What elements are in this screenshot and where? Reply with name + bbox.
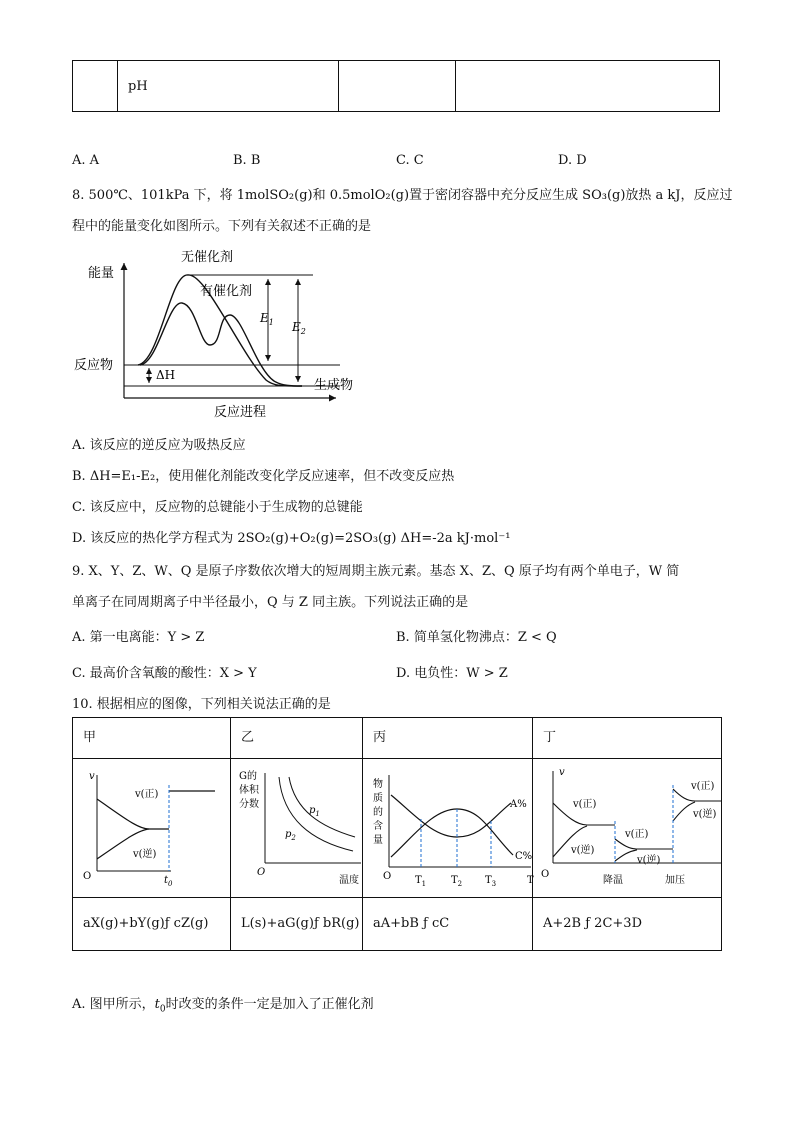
bing-ylabel-4: 含 [373, 821, 383, 832]
q10-option-a-prefix: A. 图甲所示， [72, 997, 155, 1012]
yi-origin: O [257, 867, 266, 878]
bing-a-curve [391, 795, 511, 837]
catalyst-label: 有催化剂 [200, 284, 253, 299]
q7-option-a: A. A [72, 153, 100, 168]
ding-reverse-3 [673, 802, 695, 821]
bing-t3: $T_3$ [485, 875, 497, 888]
ding-vr1-label: v(逆) [571, 845, 595, 856]
energy-label: 能量 [88, 266, 115, 281]
header-bing: 丙 [363, 718, 533, 759]
jia-origin: O [83, 871, 92, 882]
yi-ylabel-2: 体积 [239, 785, 259, 796]
ding-vr2-label: v(逆) [637, 855, 661, 866]
bing-origin: O [383, 871, 392, 882]
header-jia: 甲 [73, 718, 231, 759]
equation-jia: aX(g)+bY(g)ƒ cZ(g) [73, 898, 231, 951]
jia-v-label: v [89, 771, 95, 782]
q7-option-d: D. D [558, 153, 587, 168]
q8-option-c: C. 该反应中，反应物的总键能小于生成物的总键能 [72, 500, 363, 515]
ding-forward-2 [615, 839, 673, 849]
bing-ylabel-2: 质 [373, 793, 383, 804]
ding-reverse-2 [615, 850, 637, 861]
graph-yi [231, 759, 363, 893]
q10-option-a-suffix: 时改变的条件一定是加入了正催化剂 [165, 997, 374, 1012]
q9-option-d: D. 电负性：W > Z [396, 666, 508, 681]
ding-origin: O [541, 869, 550, 880]
product-label: 生成物 [314, 378, 354, 393]
equation-bing: aA+bB ƒ cC [363, 898, 533, 951]
q9-stem-line2: 单离子在同周期离子中半径最小，Q 与 Z 同主族。下列说法正确的是 [72, 595, 469, 610]
ding-cool-label: 降温 [603, 875, 623, 886]
bing-t-cut: T [527, 875, 534, 886]
e2-label: $E_2$ [292, 320, 306, 336]
ding-vf2-label: v(正) [625, 829, 649, 840]
equation-ding: A+2B ƒ 2C+3D [533, 898, 722, 951]
jia-t0-label: $t_0$ [164, 875, 173, 888]
ding-v-label: v [559, 767, 565, 778]
q9-option-c: C. 最高价含氧酸的酸性：X > Y [72, 666, 257, 681]
table-cell-empty [339, 61, 456, 112]
previous-question-table [72, 60, 720, 112]
jia-vr-label: v(逆) [133, 849, 157, 860]
q8-stem-line1: 8. 500℃、101kPa 下，将 1molSO₂(g)和 0.5molO₂(g)置于密闭容器中充分反应生成 SO₃(g)放热 a kJ，反应过 [72, 188, 733, 203]
no-catalyst-label: 无催化剂 [181, 250, 234, 265]
table-cell-empty [73, 61, 118, 112]
equation-yi: L(s)+aG(g)ƒ bR(g) [231, 898, 363, 951]
graph-ding [533, 759, 722, 893]
reactant-label: 反应物 [74, 358, 114, 373]
yi-p2-label: $p_2$ [285, 829, 296, 842]
bing-t2: $T_2$ [451, 875, 463, 888]
bing-a-label: A% [510, 799, 527, 810]
graph-jia [73, 759, 231, 893]
yi-p1-label: $p_1$ [309, 805, 320, 818]
q9-stem-line1: 9. X、Y、Z、W、Q 是原子序数依次增大的短周期主族元素。基态 X、Z、Q 原子均有两个单电子，W 简 [72, 564, 680, 579]
ding-press-label: 加压 [665, 875, 685, 886]
q10-table [72, 717, 722, 951]
graph-bing-cell [363, 759, 533, 898]
table-cell-ph: pH [118, 61, 339, 112]
q9-option-a: A. 第一电离能：Y > Z [72, 630, 205, 645]
bing-c-curve [391, 809, 513, 857]
q10-option-a [72, 993, 374, 1015]
dh-label: ΔH [156, 368, 176, 382]
bing-t1: $T_1$ [415, 875, 427, 888]
graph-jia-cell [73, 759, 231, 898]
q7-option-c: C. C [396, 153, 424, 168]
q7-option-b: B. B [233, 153, 261, 168]
q8-stem-line2: 程中的能量变化如图所示。下列有关叙述不正确的是 [72, 219, 372, 234]
graph-bing [363, 759, 533, 893]
yi-xlabel: 温度 [339, 875, 359, 886]
energy-diagram [70, 243, 370, 423]
q8-option-d: D. 该反应的热化学方程式为 2SO₂(g)+O₂(g)=2SO₃(g) ΔH=-2a kJ·mol⁻¹ [72, 531, 511, 546]
q10-option-a-t: t [154, 997, 160, 1012]
yi-p1-curve [289, 777, 355, 837]
bing-ylabel-5: 量 [373, 835, 383, 846]
graph-yi-cell [231, 759, 363, 898]
graph-ding-cell [533, 759, 722, 898]
table-cell-empty [456, 61, 720, 112]
bing-ylabel-1: 物 [373, 779, 383, 790]
bing-ylabel-3: 的 [373, 807, 383, 818]
yi-ylabel-3: 分数 [239, 799, 259, 810]
header-yi: 乙 [231, 718, 363, 759]
q8-option-a: A. 该反应的逆反应为吸热反应 [72, 438, 246, 453]
jia-forward-curve [97, 799, 169, 829]
q10-stem: 10. 根据相应的图像，下列相关说法正确的是 [72, 697, 331, 712]
yi-ylabel-1: G的 [239, 771, 257, 782]
header-ding: 丁 [533, 718, 722, 759]
q9-option-b: B. 简单氢化物沸点：Z < Q [396, 630, 557, 645]
ding-vf1-label: v(正) [573, 799, 597, 810]
bing-c-label: C% [515, 851, 533, 862]
q10-option-a-sub: 0 [159, 1004, 166, 1015]
jia-vf-label: v(正) [135, 789, 159, 800]
e1-label: $E_1$ [260, 311, 274, 327]
ding-vr3-label: v(逆) [693, 809, 717, 820]
q8-option-b: B. ΔH=E₁-E₂，使用催化剂能改变化学反应速率，但不改变反应热 [72, 469, 455, 484]
ding-vf3-label: v(正) [691, 781, 715, 792]
progress-label: 反应进程 [214, 405, 267, 420]
